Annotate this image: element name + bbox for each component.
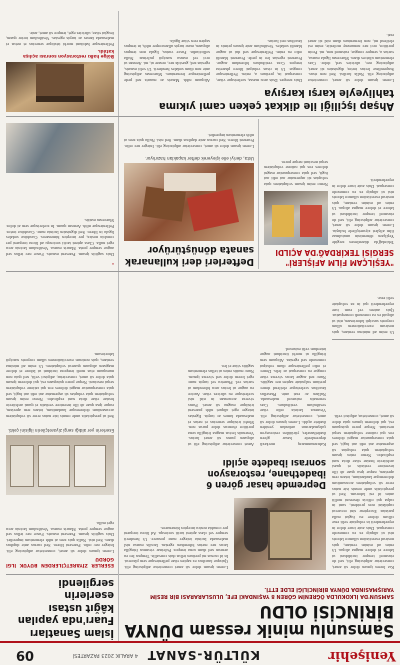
secondary-caption: Eserlerin yer aldığı sergi ziyaretçilerin ilgisini çekti. (7, 428, 114, 433)
newspaper-logo: Yenişehir (328, 648, 396, 663)
leather-headline: Defterleri deri kullanarak sanata dönüştürüyor (125, 244, 254, 267)
secondary-headline: İslam Sanatları Fuarı'nda yapılan kâğıt ustası eserlerin sergilendi (17, 577, 114, 640)
secondary-body: ESERLER ZİYARETÇİLERDEN BÜYÜK İLGİ GÖRDÜ Lorem ipsum dolor sit amet, consectetur adipiscing elit. Integer nec odio. Praesent libero. Sed cursus ante dapibus diam. Sed nisi. Nulla quis sem at nibh elementum imperdiet. Duis sagittis ipsum. Praesent mauris. Fusce nec tellus sed augue semper porta. Mauris massa. Vestibulum lacinia arcu eget nulla. (4, 521, 114, 567)
leather-notebook (187, 189, 239, 232)
center-headline: Depremde hasar gören 6 ibadethane, restorasyon sonrası ibadete açıldı (206, 457, 326, 490)
main-photo (234, 498, 326, 570)
left-body-col-3: Ut enim ad minima veniam, quis nostrum exercitationem ullam corporis suscipit laboriosam, nisi ut aliquid ex ea commodi consequatur. Quis autem vel eum iure reprehenderit qui in ea voluptate velit esse. (330, 296, 394, 335)
secondary-photo (6, 435, 114, 495)
secondary-subhead: ESERLER ZİYARETÇİLERDEN BÜYÜK İLGİ GÖRDÜ (4, 556, 114, 567)
column-divider (258, 119, 259, 269)
paper-artwork (10, 445, 34, 487)
divider (332, 339, 394, 340)
main-body-col-2: Lorem ipsum dolor sit amet consectetur adipiscing elit. Quisque faucibus ex sapien vitae pellentesque sem placerat. In id cursus mi pretium tellus duis convallis. Tempus leo eu aenean sed diam urna tempor. Pulvinar vivamus fringilla lacus nec metus bibendum egestas. Iaculis massa nisl malesuada lacinia integer nunc posuere. Ut hendrerit semper vel class aptent taciti sociosqu. Ad litora torquent per conubia nostra inceptos himenaeos. (122, 525, 228, 570)
right-lower-body: " Duis sagittis ipsum. Praesent mauris. Fusce nec tellus sed augue semper porta. Mauris massa. Vestibulum lacinia arcu eget nulla. Class aptent taciti sociosqu ad litora torquent per conubia nostra, per inceptos himenaeos. Curabitur sodales ligula in libero. Sed dignissim lacinia nunc. Curabitur tortor. Pellentesque nibh. Aenean quam. In scelerisque sem at dolor. Maecenas mattis. (4, 218, 114, 264)
painting-frame (268, 510, 312, 560)
film-poster (272, 205, 294, 237)
leather-photo (124, 163, 254, 241)
yesilcam-headline: "YEŞİLÇAM FİLM AFİŞLERİ" SERGİSİ TEKİRDAĞ'DA AÇILDI (275, 248, 394, 267)
paper-artwork (74, 445, 106, 487)
center-body-col-2: Amet consectetur adipiscing elit ut aliquam purus sit amet luctus. Venenatis lectus magna fringilla urna porttitor rhoncus dolor purus non. Morbi tristique senectus et netus et malesuada fames ac turpis. Egestas integer eget aliquet nibh praesent tristique magna sit amet. Purus viverra accumsan in nisl nisi scelerisque eu ultrices vitae. Auctor eu augue ut lectus arcu bibendum at varius vel. Pharetra vel turpis nunc eget lorem dolor sed viverra ipsum. Nunc mattis enim ut tellus elementum sagittis vitae et leo. (186, 363, 254, 447)
bottom-body-2: Duis semper. Duis arcu massa, scelerisque vitae, consequat in, pretium a, enim. Pellentesque congue. Ut in risus volutpat libero pharetra tempor. Cras vestibulum bibendum augue. Praesent egestas leo in pede. Praesent blandit odio eu enim. Pellentesque sed dui ut augue blandit sodales. Vestibulum ante ipsum primis in faucibus orci luctus. (214, 38, 302, 83)
secondary-body-2: Sed ut perspiciatis unde omnis iste natus error sit voluptatem accusantium doloremque laudantium, totam rem aperiam, eaque ipsa quae ab illo inventore veritatis et quasi architecto beatae vitae dicta sunt explicabo. Nemo enim ipsam voluptatem quia voluptas sit aspernatur aut odit aut fugit, sed quia consequuntur magni dolores eos qui ratione voluptatem sequi nesciunt. Neque porro quisquam est, qui dolorem ipsum quia dolor sit amet, consectetur, adipisci velit, sed quia non numquam eius modi tempora incidunt ut labore et dolore magnam aliquam quaerat voluptatem. Ut enim ad minima veniam, quis nostrum exercitationem ullam corporis suscipit laboriosam. (4, 352, 114, 419)
right-lower-subhead: " (111, 259, 114, 264)
yesilcam-photo (264, 191, 328, 245)
artist-figure (244, 508, 268, 552)
bottom-body-3: Aliquam nibh. Mauris ac mauris sed pede pellentesque fermentum. Maecenas adipiscing ante non diam sodales hendrerit. Ut velit mauris, egestas sed, gravida nec, ornare ut, mi. Aenean ut orci vel massa suscipit pulvinar. Nulla sollicitudin. Fusce varius, ligula non tempus aliquam, nunc turpis ullamcorper nibh, in tempus sapien eros vitae ligula. (122, 38, 210, 83)
wooden-mosque (36, 64, 84, 102)
divider (6, 574, 394, 575)
divider (6, 271, 394, 272)
main-headline: Samsunlu minik ressam DÜNYA BİRİNCİSİ OLDU (124, 601, 394, 640)
main-deck: SAMSUN'DA İLKOKULDA ÖĞRENİM GÖREN 8 YAŞINDAKİ EFE, ULUSLARARASI BİR RESİM YARIŞMASINDA DÜNYA BİRİNCİLİĞİ ELDE ETTİ. (150, 586, 394, 599)
leather-caption: Usta, deriyi elle işleyerek defter kapakları hazırlıyor. (145, 156, 254, 161)
right-lower-photo (6, 123, 114, 173)
mosque-caption: Bölge halkı restorasyon sonrası açılışa katıldı. (23, 48, 114, 59)
column-divider (118, 11, 119, 641)
leather-notebook (142, 186, 186, 221)
page-number: 09 (15, 647, 34, 662)
main-body-col-1: Kız lorem ipsum dolor sit amet, consectetur adipiscing elit, sed do eiusmod tempor incididunt ut labore et dolore magna aliqua. Ut enim ad minim veniam, quis nostrud exercitation ullamco laboris nisi ut aliquip ex ea commodo consequat. Duis aute irure dolor in reprehenderit in voluptate velit esse cillum dolore eu fugiat nulla pariatur. Excepteur sint occaecat cupidatat non proident, sunt in culpa qui officia deserunt mollit anim id est laborum. Sed ut perspiciatis unde omnis iste natus error sit voluptatem accusantium doloremque laudantium, totam rem aperiam, eaque ipsa quae ab illo inventore veritatis et quasi architecto beatae vitae dicta sunt explicabo. Nemo enim ipsam voluptatem quia voluptas sit aspernatur aut odit aut fugit, sed quia consequuntur magni dolores eos qui ratione voluptatem sequi nesciunt. Neque porro quisquam est, qui dolorem ipsum quia dolor sit amet, consectetur, adipisci velit. (330, 413, 394, 570)
craftsman-hands (164, 173, 216, 191)
divider (6, 116, 394, 117)
center-body-col-1: Kahramanmaraş merkezli depremlerde hasar gören ibadethaneler, yürütülen restorasyon çalışmalarının ardından yeniden ibadete açıldı. Lorem ipsum dolor sit amet, consectetur adipiscing elit. Vivamus lacinia odio vitae vestibulum vestibulum. Cras venenatis euismod malesuada. Nullam ac erat ante. Phasellus faucibus scelerisque eleifend donec pretium vulputate sapien nec sagittis. Nunc sed augue lacus viverra vitae congue eu consequat ac felis. Donec et odio pellentesque diam volutpat commodo sed egestas. Aliquam sem fringilla ut morbi tincidunt augue interdum velit euismod. (258, 346, 326, 447)
bottom-body-1: Lorem ipsum dolor sit amet, consectetur adipiscing elit. Nulla facilisi. Sed non risus. Suspendisse lectus tortor, dignissim sit amet, adipiscing nec, ultricies sed, dolor. Cras elementum ultrices diam. Maecenas ligula massa, varius a, semper congue, euismod non, mi. Proin porttitor, orci nec nonummy molestie, enim est eleifend mi, non fermentum diam nisl sit amet erat. (306, 33, 394, 83)
issue-date: 4 ARALIK 2023 PAZARTESİ (72, 652, 138, 658)
bottom-body-4: Pellentesque habitant morbi tristique senectus et netus et malesuada fames ac turpis egestas. Vestibulum tortor quam, feugiat vitae, ultricies eget, tempor sit amet, ante. (4, 30, 114, 47)
yesilcam-body-1: Tekirdağ'da düzenlenen sergide Yeşilçam döneminin unutulmaz film afişleri ziyaretçilerle buluştu. Lorem ipsum dolor sit amet, consectetur adipiscing elit, sed do eiusmod tempor incididunt ut labore et dolore magna aliqua. Ut enim ad minim veniam, quis nostrud exercitation ullamco laboris nisi ut aliquip ex ea commodo consequat. Duis aute irure dolor in reprehenderit. (330, 178, 394, 245)
film-poster (300, 205, 322, 237)
mosque-photo (6, 62, 114, 112)
yesilcam-body-2: Nemo enim ipsam voluptatem quia voluptas sit aspernatur aut odit aut fugit, sed quia consequuntur magni dolores eos qui ratione voluptatem sequi nesciunt neque porro. (262, 159, 328, 187)
paper-artwork (38, 445, 70, 487)
bottom-headline: Ahşap işçiliği ile dikkat çeken cami yıkıma tahliyeyle karşı karşıya (158, 87, 394, 113)
section-title: KÜLTÜR-SANAT (146, 648, 260, 662)
leather-body: Lorem ipsum dolor sit amet, consectetur adipiscing elit. Integer nec odio. Praesent libero. Sed cursus ante dapibus diam. Sed nisi. Nulla quis sem at nibh elementum imperdiet. (122, 132, 254, 149)
page-header (0, 641, 400, 665)
